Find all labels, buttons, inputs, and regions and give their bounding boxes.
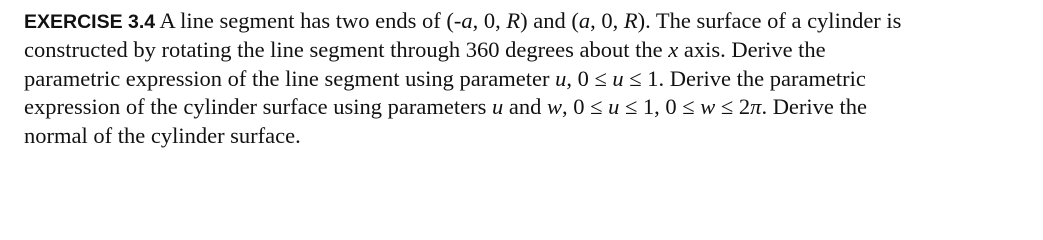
text-run: ≤ 2 — [715, 94, 751, 120]
text-run: and — [503, 94, 547, 120]
exercise-line-3 — [24, 65, 1034, 93]
text-run: A line segment has two ends of (- — [155, 8, 462, 33]
math-variable: u — [608, 94, 620, 120]
text-run: ≤ 1, 0 ≤ — [619, 94, 701, 120]
text-run: ≤ 1. Derive the parametric — [623, 65, 866, 91]
exercise-line-5 — [24, 122, 1034, 150]
math-variable: u — [491, 94, 504, 120]
math-variable: π — [750, 94, 762, 120]
exercise-3-4-text — [24, 7, 1034, 150]
math-variable: R — [506, 8, 521, 33]
text-run: expression of the cylinder surface using parameters — [24, 94, 492, 120]
text-run: . Derive the — [761, 94, 868, 120]
text-run: , 0 ≤ — [566, 65, 613, 91]
text-run: , 0, — [472, 8, 507, 33]
text-run: parametric expression of the line segment using parameter — [24, 65, 556, 91]
exercise-label: EXERCISE 3.4 — [24, 11, 156, 33]
math-variable: w — [546, 94, 562, 120]
text-run: , 0, — [590, 8, 624, 33]
math-variable: u — [612, 65, 624, 91]
text-run: ). The surface of a cylinder is — [637, 8, 902, 33]
exercise-line-1 — [24, 7, 1034, 36]
math-variable: w — [700, 94, 716, 120]
math-variable: R — [623, 8, 638, 33]
math-variable: x — [668, 37, 679, 63]
math-variable: u — [555, 65, 567, 91]
math-variable: a — [578, 8, 591, 33]
text-run: , 0 ≤ — [561, 94, 609, 120]
exercise-line-2 — [24, 36, 1034, 64]
text-run: ) and ( — [520, 8, 579, 33]
text-run: normal of the cylinder surface. — [24, 122, 301, 148]
math-variable: a — [461, 8, 473, 33]
text-run: constructed by rotating the line segment through 360 degrees about the — [24, 37, 669, 63]
text-run: axis. Derive the — [678, 37, 826, 63]
exercise-line-4 — [24, 93, 1034, 121]
